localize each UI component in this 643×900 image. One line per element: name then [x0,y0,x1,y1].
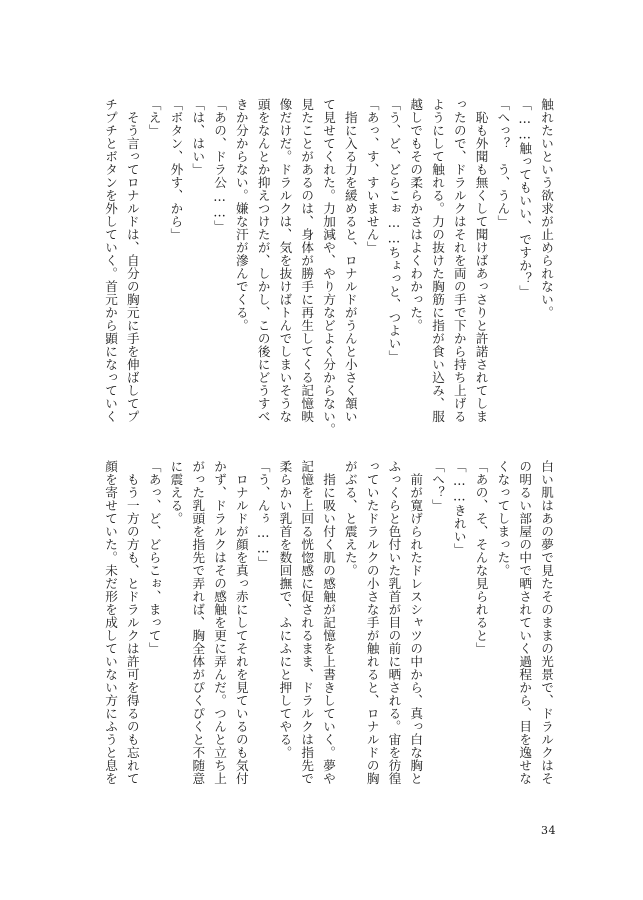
text-line: 像だけだ。ドラルクは、気を抜けばトんでしまいそうな [277,98,293,423]
text-line: 前が寛げられたドレスシャツの中から、真っ白な胸と [408,460,424,785]
text-line: 「う、ど、どらこぉ……ちょっと、つよい」 [386,98,402,363]
text-line: 「は、はい」 [190,98,206,176]
text-line: 「へっ？ う、うん」 [495,98,511,228]
text-line: かず、ドラルクはその感触を更に弄んだ。つんと立ち上 [212,460,228,785]
text-line: の明るい部屋の中で晒されていく過程から、目を逸せな [517,460,533,785]
text-line: くなってしまった。 [495,460,511,577]
page-number: 34 [541,824,556,837]
text-line: 「あっ、ど、どらこぉ、まって」 [146,460,162,655]
text-line: ようにして触れる。力の抜けた胸筋に指が食い込み、服 [430,98,446,423]
text-line: 見たことがあるのは、身体が勝手に再生してくる記憶映 [299,98,315,423]
text-line: 「あの、ドラ公……」 [212,98,228,233]
text-line: 「……触ってもいい、ですか？」 [517,98,533,298]
text-line: て見せてくれた。力加減や、やり方などよく分からない。 [321,98,337,436]
text-line: 指に吸い付く肌の感触が記憶を上書きしていく。夢や [321,460,337,785]
text-line: 顔を寄せていた。未だ形を成していない方にふうと息を [103,460,119,785]
text-line: 白い肌はあの夢で見たそのままの光景で、ドラルクはそ [539,460,554,785]
text-line: 「う、んぅ……」 [255,460,271,569]
text-line: 「あっ、す、すいません」 [364,98,380,254]
text-line: 記憶を上回る恍惚感に促されるまま、ドラルクは指先で [299,460,315,785]
text-line: 「あの、そ、そんな見られると」 [473,460,489,655]
text-line: っていたドラルクの小さな手が触れると、ロナルドの胸 [364,460,380,785]
text-line: 「ボタン、外す、から」 [168,98,184,241]
text-line: きか分からない。嫌な汗が滲んでくる。 [233,98,249,332]
text-line: 「へ？」 [430,460,446,512]
text-line: 触れたいという欲求が止められない。 [539,98,554,319]
text-line: 「え」 [146,98,162,137]
text-line: チプチとボタンを外していく。首元から顕になっていく [103,98,119,423]
text-line: 越しでもその柔らかさはよくわかった。 [408,98,424,332]
text-line: ふっくらと色付いた乳首が目の前に晒される。宙を彷徨 [386,460,402,785]
text-line: 「……きれい」 [451,460,467,556]
text-line: 頭をなんとか抑えつけたが、しかし、この後にどうすべ [255,98,271,423]
text-line: もう一方の方も、とドラルクは許可を得るのも忘れて [124,460,140,785]
text-line: 柔らかい乳首を数回撫で、ふにふにと押してやる。 [277,460,293,759]
text-line: 恥も外聞も無くして聞けばあっさりと許諾されてしま [473,98,489,423]
text-line: ったので、ドラルクはそれを両の手で下から持ち上げる [451,98,467,423]
text-line: 指に入る力を緩めると、ロナルドがうんと小さく頷い [342,98,358,423]
text-line: がぶる、と震えた。 [342,460,358,577]
text-line: ロナルドが顔を真っ赤にしてそれを見ているのも気付 [233,460,249,785]
upper-text-block [99,98,557,443]
text-line: がった乳頭を指先で弄れば、胸全体がぴくぴくと不随意 [190,460,206,785]
text-line: そう言ってロナルドは、自分の胸元に手を伸ばしてプ [124,98,140,423]
text-line: に震える。 [168,460,184,525]
lower-text-block [99,460,557,805]
